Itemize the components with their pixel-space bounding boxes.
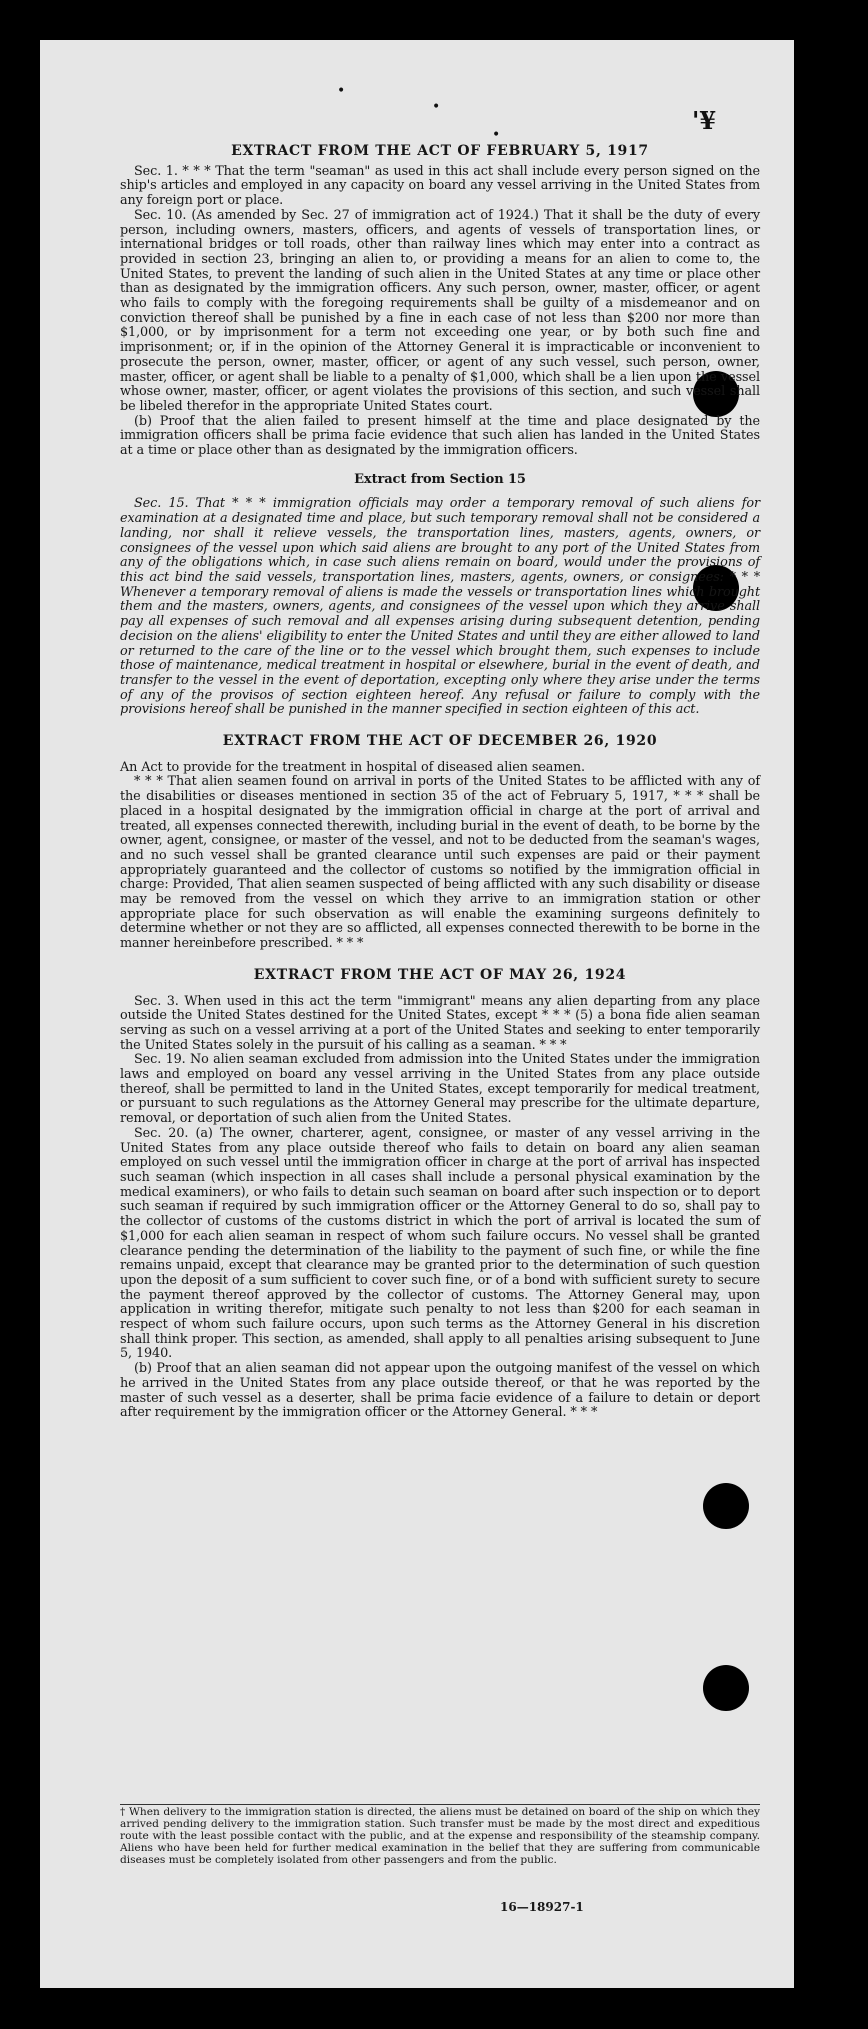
top-mark-1: • [337,83,346,99]
heading-act-feb-1917: EXTRACT FROM THE ACT OF FEBRUARY 5, 1917 [231,143,649,159]
footnote-divider [120,1804,760,1805]
paragraph-sec-20-b: (b) Proof that an alien seaman did not appear upon the outgoing manifest of the vessel on which he arrived in the United States from any place outside thereof, or that he was reported by the master of such vessel as a deserter, shall be prima facie evidence of a failure to detain or deport after requirement by the immigration officer or the Attorney General. * * * [120,1361,760,1421]
paragraph-sec-1: Sec. 1. * * * That the term "seaman" as used in this act shall include every person signed on the ship's articles and employed in any capacity on board any vessel arriving in the United States from any foreign port or place. [120,163,760,209]
paragraph-sec-20-a: Sec. 20. (a) The owner, charterer, agent, consignee, or master of any vessel arriving in the United States from any place outside thereof who fails to detain on board any alien seaman employed on such vessel until the immigration officer in charge at the port of arrival has inspected such seaman (which inspection in all cases shall include a personal physical examination by the medical examiners), or who fails to detain such seaman on board after such inspection or to deport such seaman if required by such immigration officer or the Attorney General to do so, shall pay to the collector of customs of the customs district in which the port of arrival is located the sum of $1,000 for each alien seaman in respect of whom such failure occurs. No vessel shall be granted clearance pending the determination of the liability to the payment of such fine, or while the fine remains unpaid, except that clearance may be granted prior to the determination of such question upon the deposit of a sum sufficient to cover such fine, or of a bond with sufficient surety to secure the payment thereof approved by the collector of customs. The Attorney General may, upon application in writing therefor, mitigate such penalty to not less than $200 for each seaman in respect of whom such failure occurs, upon such terms as the Attorney General in his discretion shall think proper. This section, as amended, shall apply to all penalties arising subsequent to June 5, 1940. [120,1125,760,1362]
punch-hole-3 [703,1483,749,1529]
document-body [120,40,760,1421]
top-mark-2: • [432,99,441,115]
top-mark-4: '¥ [692,106,717,135]
document-page [40,40,794,1988]
paragraph-sec-10-b: (b) Proof that the alien failed to present himself at the time and place designated by the immigration officers shall be prima facie evidence that such alien has landed in the United States at a time or place other than as designated by the immigration officers. [120,413,760,459]
paragraph-act-title-1920: An Act to provide for the treatment in hospital of diseased alien seamen. [120,759,585,775]
paragraph-sec-19: Sec. 19. No alien seaman excluded from admission into the United States under the immigration laws and employed on board any vessel arriving in the United States from any place outside thereof, shall be permitted to land in the United States, except temporarily for medical treatment, or pursuant to such regulations as the Attorney General may prescribe for the ultimate departure, removal, or deportation of such alien from the United States. [120,1052,760,1127]
heading-act-may-1924: EXTRACT FROM THE ACT OF MAY 26, 1924 [253,966,627,983]
punch-hole-4 [703,1665,749,1711]
top-mark-3: • [492,127,501,143]
paragraph-sec-10: Sec. 10. (As amended by Sec. 27 of immigration act of 1924.) That it shall be the duty of every person, including owners, masters, officers, and agents of vessels of transportation lines, or international bridges or toll roads, other than railway lines which may enter into a contract as provided in section 23, bringing an alien to, or providing a means for an alien to come to, the United States, to prevent the landing of such alien in the United States at any time or place other than as designated by the immigration officers. Any such person, owner, master, officer, or agent who fails to comply with the foregoing requirements shall be guilty of a misdemeanor and on conviction thereof shall be punished by a fine in each case of not less than $200 nor more than $1,000, or by imprisonment for a term not exceeding one year, or by both such fine and imprisonment; or, if in the opinion of the Attorney General it is impracticable or inconvenient to prosecute the person, owner, master, officer, or agent of any such vessel, such person, owner, master, officer, or agent shall be liable to a penalty of $1,000, which shall be a lien upon the vessel whose owner, master, officer, or agent violates the provisions of this section, and such vessel shall be libeled therefor in the appropriate United States court. [120,207,760,414]
heading-act-dec-1920: EXTRACT FROM THE ACT OF DECEMBER 26, 1920 [222,733,658,750]
subheading-section-15: Extract from Section 15 [354,471,526,487]
paragraph-sec-3: Sec. 3. When used in this act the term "immigrant" means any alien departing from any place outside the United States destined for the United States, except * * * (5) a bona fide alien seaman serving as such on a vessel arriving at a port of the United States and seeking to enter temporarily the United States solely in the pursuit of his calling as a seaman. * * * [120,993,760,1053]
paragraph-sec-15: Sec. 15. That * * * immigration officials may order a temporary removal of such aliens for examination at a designated time and place, but such temporary removal shall not be considered a landing, nor shall it relieve vessels, the transportation lines, masters, agents, owners, or consignees of the vessel upon which said aliens are brought to any port of the United States from any of the obligations which, in case such aliens remain on board, would under the provisions of this act bind the said vessels, transportation lines, masters, agents, owners, or consignees: * * * Whenever a temporary removal of aliens is made the vessels or transportation lines which brought them and the masters, owners, agents, and consignees of the vessel upon which they arrive shall pay all expenses of such removal and all expenses arising during subsequent detention, pending decision on the aliens' eligibility to enter the United States and until they are either allowed to land or returned to the care of the line or to the vessel which brought them, such expenses to include those of maintenance, medical treatment in hospital or elsewhere, burial in the event of death, and transfer to the vessel in the event of deportation, excepting only where they arise under the terms of any of the provisos of section eighteen hereof. Any refusal or failure to comply with the provisions hereof shall be punished in the manner specified in section eighteen of this act. [120,496,760,718]
footnote: † When delivery to the immigration station is directed, the aliens must be detained on board of the ship on which they arrived pending delivery to the immigration station. Such transfer must be made by the most direct and expeditious route with the least possible contact with the public, and at the expense and responsibility of the steamship company. Aliens who have been held for further medical examination in the belief that they are suffering from communicable diseases must be completely isolated from other passengers and from the public. [120,1806,760,1867]
document-number: 16—18927-1 [500,1900,584,1914]
paragraph-1920-body: * * * That alien seamen found on arrival in ports of the United States to be afflicted with any of the disabilities or diseases mentioned in section 35 of the act of February 5, 1917, * * * shall be placed in a hospital designated by the immigration official in charge at the port of arrival and treated, all expenses connected therewith, including burial in the event of death, to be borne by the owner, agent, consignee, or master of the vessel, and not to be deducted from the seaman's wages, and no such vessel shall be granted clearance until such expenses are paid or their payment appropriately guaranteed and the collector of customs so notified by the immigration official in charge: Provided, That alien seamen suspected of being afflicted with any such disability or disease may be removed from the vessel on which they arrive to an immigration station or other appropriate place for such observation as will enable the examining surgeons definitely to determine whether or not they are so afflicted, all expenses connected therewith to be borne in the manner hereinbefore prescribed. * * * [120,774,760,952]
